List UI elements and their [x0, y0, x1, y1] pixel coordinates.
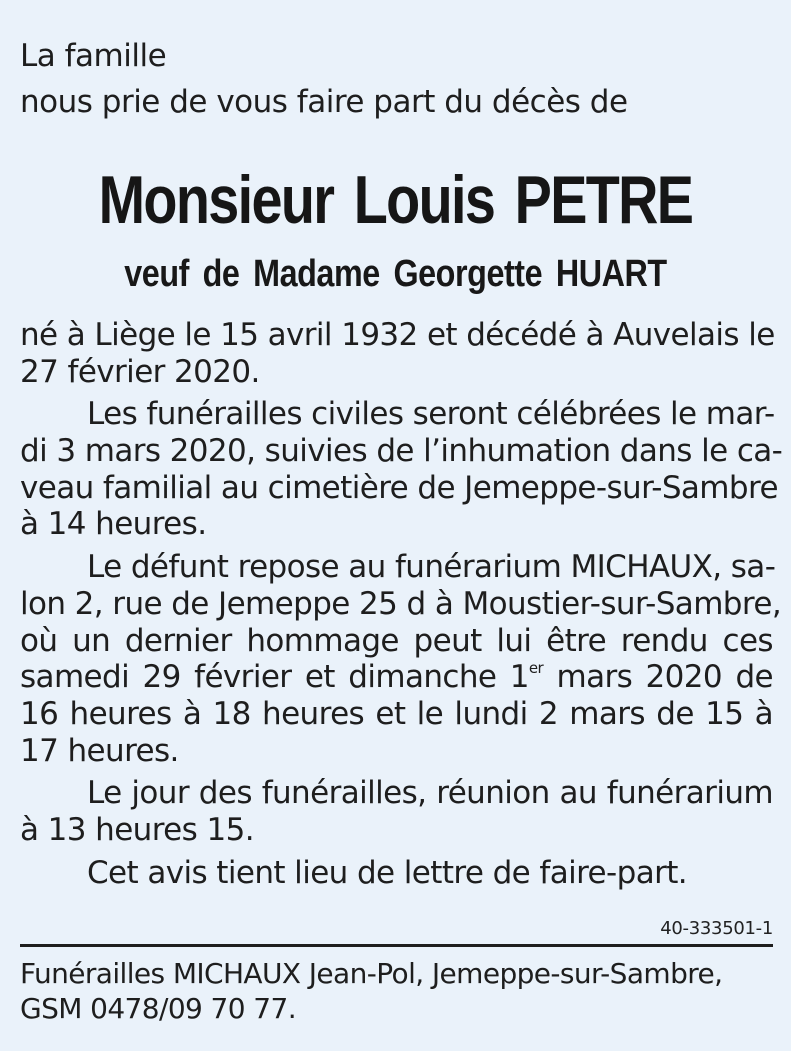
rest-line: lon 2, rue de Jemeppe 25 d à Moustier-sur-Sambre, [20, 585, 782, 622]
notice-body [20, 317, 783, 891]
funeral-line: di 3 mars 2020, suivies de l’inhumation dans le ca- [20, 433, 783, 470]
widower-of: veuf de Madame Georgette HUART [124, 253, 667, 295]
funeral-home-phone: GSM 0478/09 70 77. [20, 992, 297, 1025]
gathering-line: à 13 heures 15. [20, 811, 254, 848]
birth-death-line: né à Liège le 15 avril 1932 et décédé à Auvelais le [20, 317, 775, 353]
rest-line: 17 heures. [20, 732, 179, 769]
funeral-line: Les funérailles civiles seront célébrées le mar- [87, 396, 775, 433]
funeral-line: veau familial au cimetière de Jemeppe-sur-Sambre [20, 469, 778, 506]
birth-death-line: 27 février 2020. [20, 353, 260, 390]
divider [20, 944, 773, 947]
deceased-name: Monsieur Louis PETRE [98, 162, 693, 238]
rest-dates-end: mars 2020 de [543, 659, 773, 696]
gathering-line: Le jour des funérailles, réunion au funérarium [87, 775, 773, 812]
rest-dates-start: samedi 29 février et dimanche 1 [20, 659, 529, 696]
rest-line: Le défunt repose au funérarium MICHAUX, sa- [87, 549, 776, 586]
rest-line: 16 heures à 18 heures et le lundi 2 mars de 15 à [20, 695, 773, 732]
closing-line: Cet avis tient lieu de lettre de faire-part. [87, 854, 688, 891]
ordinal-suffix: er [528, 659, 544, 678]
rest-line-dates [20, 659, 773, 696]
funeral-home-line: Funérailles MICHAUX Jean-Pol, Jemeppe-sur-Sambre, [20, 957, 723, 990]
intro-announcement: nous prie de vous faire part du décès de [20, 84, 628, 120]
rest-line: où un dernier hommage peut lui être rendu ces [20, 622, 773, 659]
reference-number: 40-333501-1 [660, 918, 773, 939]
intro-family: La famille [20, 38, 167, 74]
funeral-line: à 14 heures. [20, 506, 207, 543]
